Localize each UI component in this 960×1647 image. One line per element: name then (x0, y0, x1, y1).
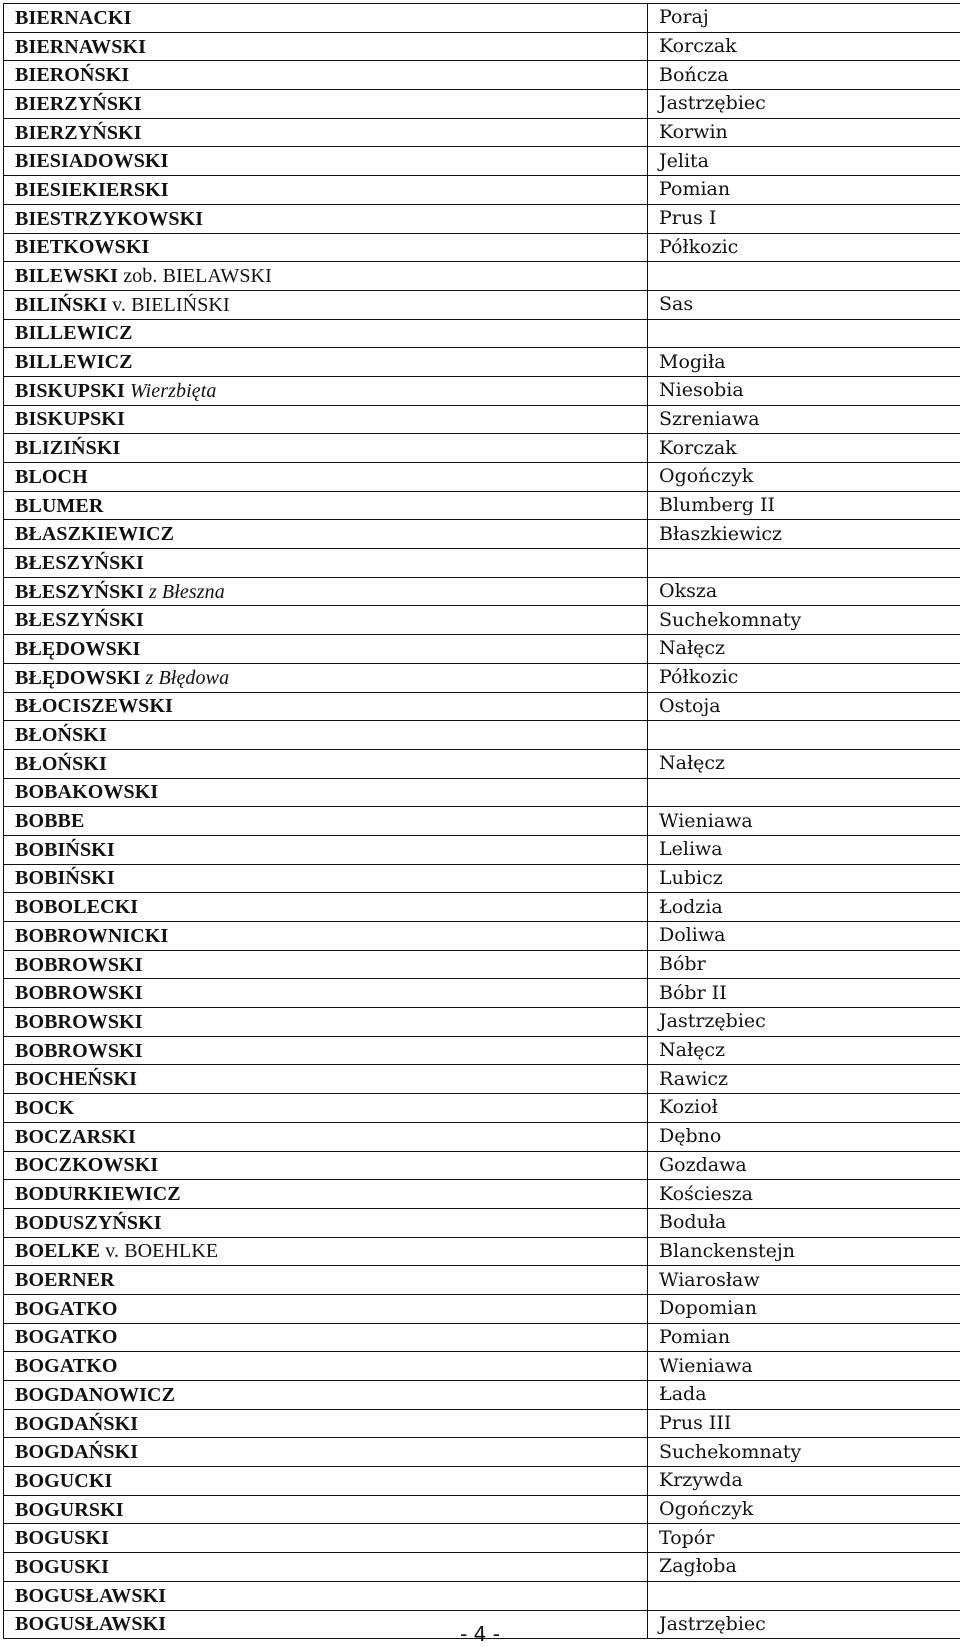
surname-cell (4, 204, 648, 233)
table-row (4, 950, 960, 979)
coat-of-arms-cell: Łada (648, 1381, 960, 1410)
surname: BIETKOWSKI (15, 236, 150, 259)
coat-of-arms-cell: Blumberg II (648, 491, 960, 520)
table-row (4, 635, 960, 664)
surname-cell (4, 864, 648, 893)
surname-cell (4, 749, 648, 778)
table-row (4, 520, 960, 549)
table-row (4, 692, 960, 721)
surname-cell (4, 922, 648, 951)
surname: BOCHEŃSKI (15, 1068, 138, 1091)
surname: BILLEWICZ (15, 322, 133, 345)
table-row (4, 1352, 960, 1381)
table-row (4, 893, 960, 922)
surname: BIESIEKIERSKI (15, 178, 169, 201)
surname-cell (4, 90, 648, 119)
surname-cell (4, 262, 648, 291)
coat-of-arms-cell: Sas (648, 290, 960, 319)
surname-cell (4, 1323, 648, 1352)
surname: BOGUSŁAWSKI (15, 1613, 167, 1636)
coat-of-arms-cell: Korczak (648, 434, 960, 463)
table-row (4, 233, 960, 262)
table-row (4, 922, 960, 951)
table-row (4, 979, 960, 1008)
table-row (4, 606, 960, 635)
table-row (4, 1323, 960, 1352)
table-row (4, 1467, 960, 1496)
surname-cell (4, 1438, 648, 1467)
table-row (4, 1381, 960, 1410)
surname-cell (4, 692, 648, 721)
surname-note: z Błeszna (148, 580, 225, 603)
surname-cell (4, 1467, 648, 1496)
coat-of-arms-cell (648, 721, 960, 750)
surname-cell (4, 147, 648, 176)
coat-of-arms-cell: Prus III (648, 1409, 960, 1438)
surname: BOGATKO (15, 1355, 118, 1378)
coat-of-arms-cell: Pomian (648, 176, 960, 205)
table-body (4, 4, 960, 1639)
table-row (4, 1266, 960, 1295)
table-row (4, 1094, 960, 1123)
surname-cell (4, 319, 648, 348)
coat-of-arms-cell: Półkozic (648, 233, 960, 262)
surname: BODURKIEWICZ (15, 1183, 181, 1206)
coat-of-arms-cell (648, 262, 960, 291)
coat-of-arms-cell: Suchekomnaty (648, 1438, 960, 1467)
surname: BOGATKO (15, 1297, 118, 1320)
table-row (4, 1208, 960, 1237)
table-row (4, 491, 960, 520)
surname: BOCK (15, 1096, 75, 1119)
surname: BOBROWSKI (15, 1039, 143, 1062)
surname-cell (4, 1122, 648, 1151)
surname: BŁĘDOWSKI (15, 637, 141, 660)
surname-cell (4, 61, 648, 90)
surname-cell (4, 1524, 648, 1553)
table-row (4, 549, 960, 578)
coat-of-arms-cell: Błaszkiewicz (648, 520, 960, 549)
surname-cell (4, 893, 648, 922)
table-row (4, 463, 960, 492)
surname: BŁASZKIEWICZ (15, 523, 175, 546)
table-row (4, 1237, 960, 1266)
surname: BLIZIŃSKI (15, 437, 121, 460)
table-row (4, 434, 960, 463)
surname-cell (4, 807, 648, 836)
surname: BIERNAWSKI (15, 35, 147, 58)
surname-cell (4, 1065, 648, 1094)
surname: BISKUPSKI (15, 408, 125, 431)
coat-of-arms-cell: Kozioł (648, 1094, 960, 1123)
table-row (4, 1122, 960, 1151)
table-row (4, 864, 960, 893)
surname-cell (4, 1094, 648, 1123)
surname-cell (4, 950, 648, 979)
surname: BOBIŃSKI (15, 838, 115, 861)
coat-of-arms-cell: Blanckenstejn (648, 1237, 960, 1266)
surname: BOGUSKI (15, 1555, 110, 1578)
surname-cell (4, 290, 648, 319)
surname: BOBROWSKI (15, 982, 143, 1005)
surname: BOBIŃSKI (15, 867, 115, 890)
surname: BOBBE (15, 810, 85, 833)
surname-cell (4, 1294, 648, 1323)
coat-of-arms-cell: Lubicz (648, 864, 960, 893)
surname-cell (4, 1208, 648, 1237)
table-row (4, 204, 960, 233)
surname: BILEWSKI (15, 265, 119, 288)
surname-cell (4, 32, 648, 61)
surname-cell (4, 1352, 648, 1381)
surname-cell (4, 1495, 648, 1524)
coat-of-arms-cell: Rawicz (648, 1065, 960, 1094)
coat-of-arms-cell: Ogończyk (648, 1495, 960, 1524)
table-row (4, 262, 960, 291)
surname-arms-table (3, 3, 960, 1639)
surname-cell (4, 376, 648, 405)
coat-of-arms-cell: Suchekomnaty (648, 606, 960, 635)
surname: BILLEWICZ (15, 351, 133, 374)
table-row (4, 32, 960, 61)
surname-note: v. BOEHLKE (105, 1240, 219, 1263)
table-row (4, 749, 960, 778)
coat-of-arms-cell: Nałęcz (648, 749, 960, 778)
coat-of-arms-cell: Poraj (648, 4, 960, 33)
surname-cell (4, 434, 648, 463)
coat-of-arms-cell: Dopomian (648, 1294, 960, 1323)
surname-note: v. BIELIŃSKI (112, 293, 230, 316)
coat-of-arms-cell: Wiarosław (648, 1266, 960, 1295)
surname: BŁESZYŃSKI (15, 551, 144, 574)
surname: BOBAKOWSKI (15, 781, 159, 804)
surname: BŁOŃSKI (15, 724, 107, 747)
coat-of-arms-cell: Boduła (648, 1208, 960, 1237)
surname-cell (4, 1008, 648, 1037)
surname-cell (4, 405, 648, 434)
table-row (4, 1495, 960, 1524)
surname: BŁOŃSKI (15, 752, 107, 775)
table-row (4, 1438, 960, 1467)
surname: BŁOCISZEWSKI (15, 695, 173, 718)
coat-of-arms-cell: Ogończyk (648, 463, 960, 492)
surname-cell (4, 549, 648, 578)
surname: BIERZYŃSKI (15, 92, 142, 115)
surname: BOGDANOWICZ (15, 1383, 176, 1406)
surname-cell (4, 1553, 648, 1582)
surname: BOGURSKI (15, 1498, 124, 1521)
coat-of-arms-cell: Niesobia (648, 376, 960, 405)
coat-of-arms-cell: Wieniawa (648, 1352, 960, 1381)
surname: BŁESZYŃSKI (15, 580, 144, 603)
surname-cell (4, 577, 648, 606)
surname: BOBROWNICKI (15, 924, 169, 947)
coat-of-arms-cell: Mogiła (648, 348, 960, 377)
surname-cell (4, 118, 648, 147)
surname-cell (4, 4, 648, 33)
table-row (4, 290, 960, 319)
table-row (4, 1294, 960, 1323)
coat-of-arms-cell: Doliwa (648, 922, 960, 951)
surname-cell (4, 1180, 648, 1209)
surname-cell (4, 778, 648, 807)
coat-of-arms-cell: Wieniawa (648, 807, 960, 836)
surname-cell (4, 1036, 648, 1065)
surname-cell (4, 1381, 648, 1410)
table-row (4, 1065, 960, 1094)
surname: BOERNER (15, 1269, 115, 1292)
coat-of-arms-cell: Leliwa (648, 835, 960, 864)
table-row (4, 176, 960, 205)
coat-of-arms-cell: Jastrzębiec (648, 90, 960, 119)
surname-cell (4, 1237, 648, 1266)
table-row (4, 663, 960, 692)
table-row (4, 835, 960, 864)
surname: BOBROWSKI (15, 1010, 143, 1033)
coat-of-arms-cell: Oksza (648, 577, 960, 606)
coat-of-arms-cell (648, 319, 960, 348)
surname: BOCZKOWSKI (15, 1154, 159, 1177)
surname-note: Wierzbięta (129, 379, 217, 402)
coat-of-arms-cell: Jastrzębiec (648, 1610, 960, 1639)
surname: BOGUSŁAWSKI (15, 1584, 167, 1607)
surname: BŁĘDOWSKI (15, 666, 141, 689)
coat-of-arms-cell: Prus I (648, 204, 960, 233)
surname-cell (4, 233, 648, 262)
table-row (4, 348, 960, 377)
coat-of-arms-cell: Topór (648, 1524, 960, 1553)
coat-of-arms-cell: Korwin (648, 118, 960, 147)
table-row (4, 1524, 960, 1553)
table-row (4, 1180, 960, 1209)
coat-of-arms-cell: Kościesza (648, 1180, 960, 1209)
coat-of-arms-cell: Bończa (648, 61, 960, 90)
surname: BOBOLECKI (15, 896, 139, 919)
surname: BOGUCKI (15, 1469, 113, 1492)
surname-cell (4, 491, 648, 520)
table-row (4, 1036, 960, 1065)
surname: BIERNACKI (15, 6, 132, 29)
table-row (4, 577, 960, 606)
surname-cell (4, 721, 648, 750)
surname: BLUMER (15, 494, 104, 517)
table-row (4, 4, 960, 33)
table-row (4, 807, 960, 836)
coat-of-arms-cell: Bóbr (648, 950, 960, 979)
coat-of-arms-cell (648, 778, 960, 807)
table-row (4, 1409, 960, 1438)
surname-cell (4, 1266, 648, 1295)
surname-cell (4, 606, 648, 635)
coat-of-arms-cell: Szreniawa (648, 405, 960, 434)
coat-of-arms-cell: Korczak (648, 32, 960, 61)
surname: BOBROWSKI (15, 953, 143, 976)
table-row (4, 1553, 960, 1582)
surname: BODUSZYŃSKI (15, 1211, 162, 1234)
surname-cell (4, 635, 648, 664)
coat-of-arms-cell: Pomian (648, 1323, 960, 1352)
surname: BOGDAŃSKI (15, 1412, 139, 1435)
table-row (4, 118, 960, 147)
table-row (4, 61, 960, 90)
surname: BOGDAŃSKI (15, 1441, 139, 1464)
surname: BIEROŃSKI (15, 64, 130, 87)
surname: BIESTRZYKOWSKI (15, 207, 204, 230)
coat-of-arms-cell: Nałęcz (648, 1036, 960, 1065)
coat-of-arms-cell (648, 1581, 960, 1610)
surname-cell (4, 1151, 648, 1180)
surname-note: z Błędowa (145, 666, 230, 689)
coat-of-arms-cell: Łodzia (648, 893, 960, 922)
surname-cell (4, 520, 648, 549)
surname-cell (4, 348, 648, 377)
table-row (4, 1151, 960, 1180)
coat-of-arms-cell (648, 549, 960, 578)
coat-of-arms-cell: Nałęcz (648, 635, 960, 664)
table-row (4, 405, 960, 434)
coat-of-arms-cell: Bóbr II (648, 979, 960, 1008)
surname: BŁESZYŃSKI (15, 609, 144, 632)
table-row (4, 778, 960, 807)
surname: BILIŃSKI (15, 293, 107, 316)
table-row (4, 147, 960, 176)
coat-of-arms-cell: Jelita (648, 147, 960, 176)
coat-of-arms-cell: Krzywda (648, 1467, 960, 1496)
surname-cell (4, 1409, 648, 1438)
surname-cell (4, 979, 648, 1008)
coat-of-arms-cell: Dębno (648, 1122, 960, 1151)
table-row (4, 376, 960, 405)
table-row (4, 1581, 960, 1610)
surname: BOGUSKI (15, 1527, 110, 1550)
table-row (4, 90, 960, 119)
table-row (4, 319, 960, 348)
surname: BOCZARSKI (15, 1125, 136, 1148)
coat-of-arms-cell: Gozdawa (648, 1151, 960, 1180)
coat-of-arms-cell: Ostoja (648, 692, 960, 721)
coat-of-arms-cell: Jastrzębiec (648, 1008, 960, 1037)
surname: BLOCH (15, 465, 88, 488)
surname-cell (4, 663, 648, 692)
surname-cell (4, 835, 648, 864)
surname-cell (4, 176, 648, 205)
surname-cell (4, 463, 648, 492)
surname: BISKUPSKI (15, 379, 125, 402)
coat-of-arms-cell: Półkozic (648, 663, 960, 692)
surname: BOELKE (15, 1240, 101, 1263)
surname: BIERZYŃSKI (15, 121, 142, 144)
coat-of-arms-cell: Zagłoba (648, 1553, 960, 1582)
surname: BOGATKO (15, 1326, 118, 1349)
surname-note: zob. BIELAWSKI (123, 265, 272, 288)
surname-cell (4, 1581, 648, 1610)
table-row (4, 1008, 960, 1037)
table-row (4, 721, 960, 750)
page-number: - 4 - (460, 1622, 500, 1646)
surname: BIESIADOWSKI (15, 150, 169, 173)
